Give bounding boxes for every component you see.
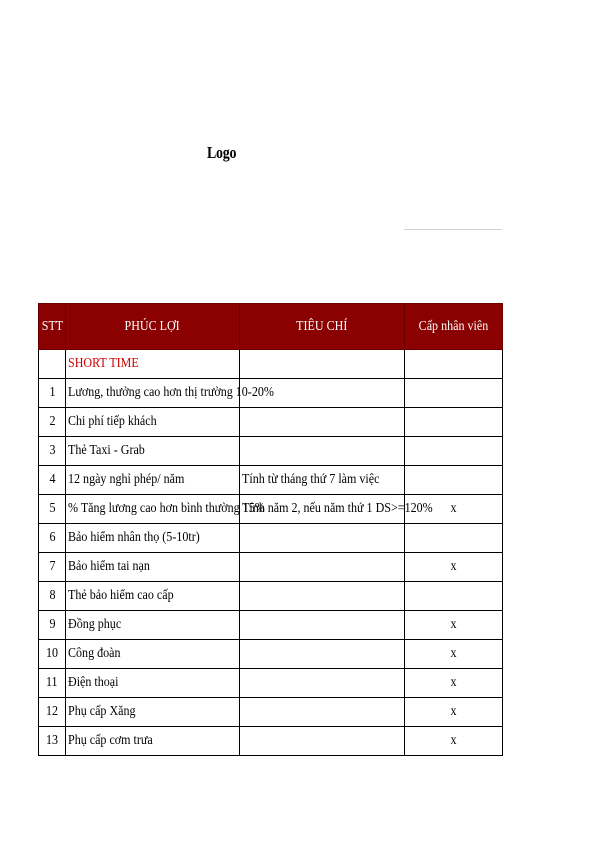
cell-staff-level — [405, 437, 503, 466]
cell-criteria — [240, 408, 405, 437]
cell-benefit: Điện thoại — [66, 669, 240, 698]
cell-criteria — [240, 727, 405, 756]
table-row — [39, 553, 503, 582]
table-row — [39, 437, 503, 466]
logo-text: Logo — [207, 143, 237, 162]
cell-stt: 6 — [39, 524, 66, 553]
cell-stt: 10 — [39, 640, 66, 669]
cell-criteria — [240, 582, 405, 611]
cell-benefit: Đồng phục — [66, 611, 240, 640]
cell-stt: 5 — [39, 495, 66, 524]
table-row — [39, 495, 503, 524]
cell-stt: 3 — [39, 437, 66, 466]
cell-stt: 1 — [39, 379, 66, 408]
table-row — [39, 408, 503, 437]
table-row — [39, 582, 503, 611]
cell-staff-level — [405, 379, 503, 408]
cell-benefit: Lương, thưởng cao hơn thị trường 10-20% — [66, 379, 240, 408]
cell-benefit: Phụ cấp cơm trưa — [66, 727, 240, 756]
cell-staff-level: x — [405, 640, 503, 669]
divider-line — [404, 229, 502, 230]
section-label: SHORT TIME — [68, 356, 139, 371]
cell-stt: 9 — [39, 611, 66, 640]
cell-benefit: Phụ cấp Xăng — [66, 698, 240, 727]
cell-staff-level: x — [405, 727, 503, 756]
cell-benefit: 12 ngày nghỉ phép/ năm — [66, 466, 240, 495]
cell-staff-level — [405, 408, 503, 437]
cell-stt: 11 — [39, 669, 66, 698]
cell-criteria: Tính từ tháng thứ 7 làm việc — [240, 466, 405, 495]
header-stt: STT — [39, 304, 66, 350]
table-row — [39, 611, 503, 640]
table-row — [39, 727, 503, 756]
cell-benefit: Công đoàn — [66, 640, 240, 669]
table-row — [39, 669, 503, 698]
table-header-row — [39, 304, 503, 350]
table-row — [39, 466, 503, 495]
cell-benefit: Thẻ Taxi - Grab — [66, 437, 240, 466]
cell-benefit: Bảo hiểm tai nạn — [66, 553, 240, 582]
cell-criteria — [240, 437, 405, 466]
cell-benefit: % Tăng lương cao hơn bình thường 15% — [66, 495, 240, 524]
cell-stt: 12 — [39, 698, 66, 727]
cell-stt: 8 — [39, 582, 66, 611]
benefits-table — [38, 303, 503, 756]
cell-staff-level — [405, 466, 503, 495]
cell-criteria: Tính năm 2, nếu năm thứ 1 DS>=120% — [240, 495, 405, 524]
cell-staff-level — [405, 524, 503, 553]
cell-stt: 7 — [39, 553, 66, 582]
table-row — [39, 524, 503, 553]
table-row — [39, 379, 503, 408]
header-staff-level: Cấp nhân viên — [405, 304, 503, 350]
cell-criteria — [240, 640, 405, 669]
section-row — [39, 350, 503, 379]
cell-stt: 2 — [39, 408, 66, 437]
cell-criteria — [240, 524, 405, 553]
cell-benefit: Chi phí tiếp khách — [66, 408, 240, 437]
cell-criteria — [240, 611, 405, 640]
cell-staff-level: x — [405, 495, 503, 524]
cell-criteria — [240, 669, 405, 698]
table-row — [39, 698, 503, 727]
cell-stt: 4 — [39, 466, 66, 495]
cell-staff-level: x — [405, 698, 503, 727]
table-row — [39, 640, 503, 669]
cell-staff-level: x — [405, 553, 503, 582]
cell-stt: 13 — [39, 727, 66, 756]
header-benefit: PHÚC LỢI — [66, 304, 240, 350]
cell-benefit: Thẻ bảo hiểm cao cấp — [66, 582, 240, 611]
header-criteria: TIÊU CHÍ — [240, 304, 405, 350]
cell-staff-level — [405, 582, 503, 611]
cell-staff-level: x — [405, 611, 503, 640]
cell-benefit: Bảo hiểm nhân thọ (5-10tr) — [66, 524, 240, 553]
cell-staff-level: x — [405, 669, 503, 698]
cell-criteria — [240, 698, 405, 727]
cell-criteria — [240, 553, 405, 582]
